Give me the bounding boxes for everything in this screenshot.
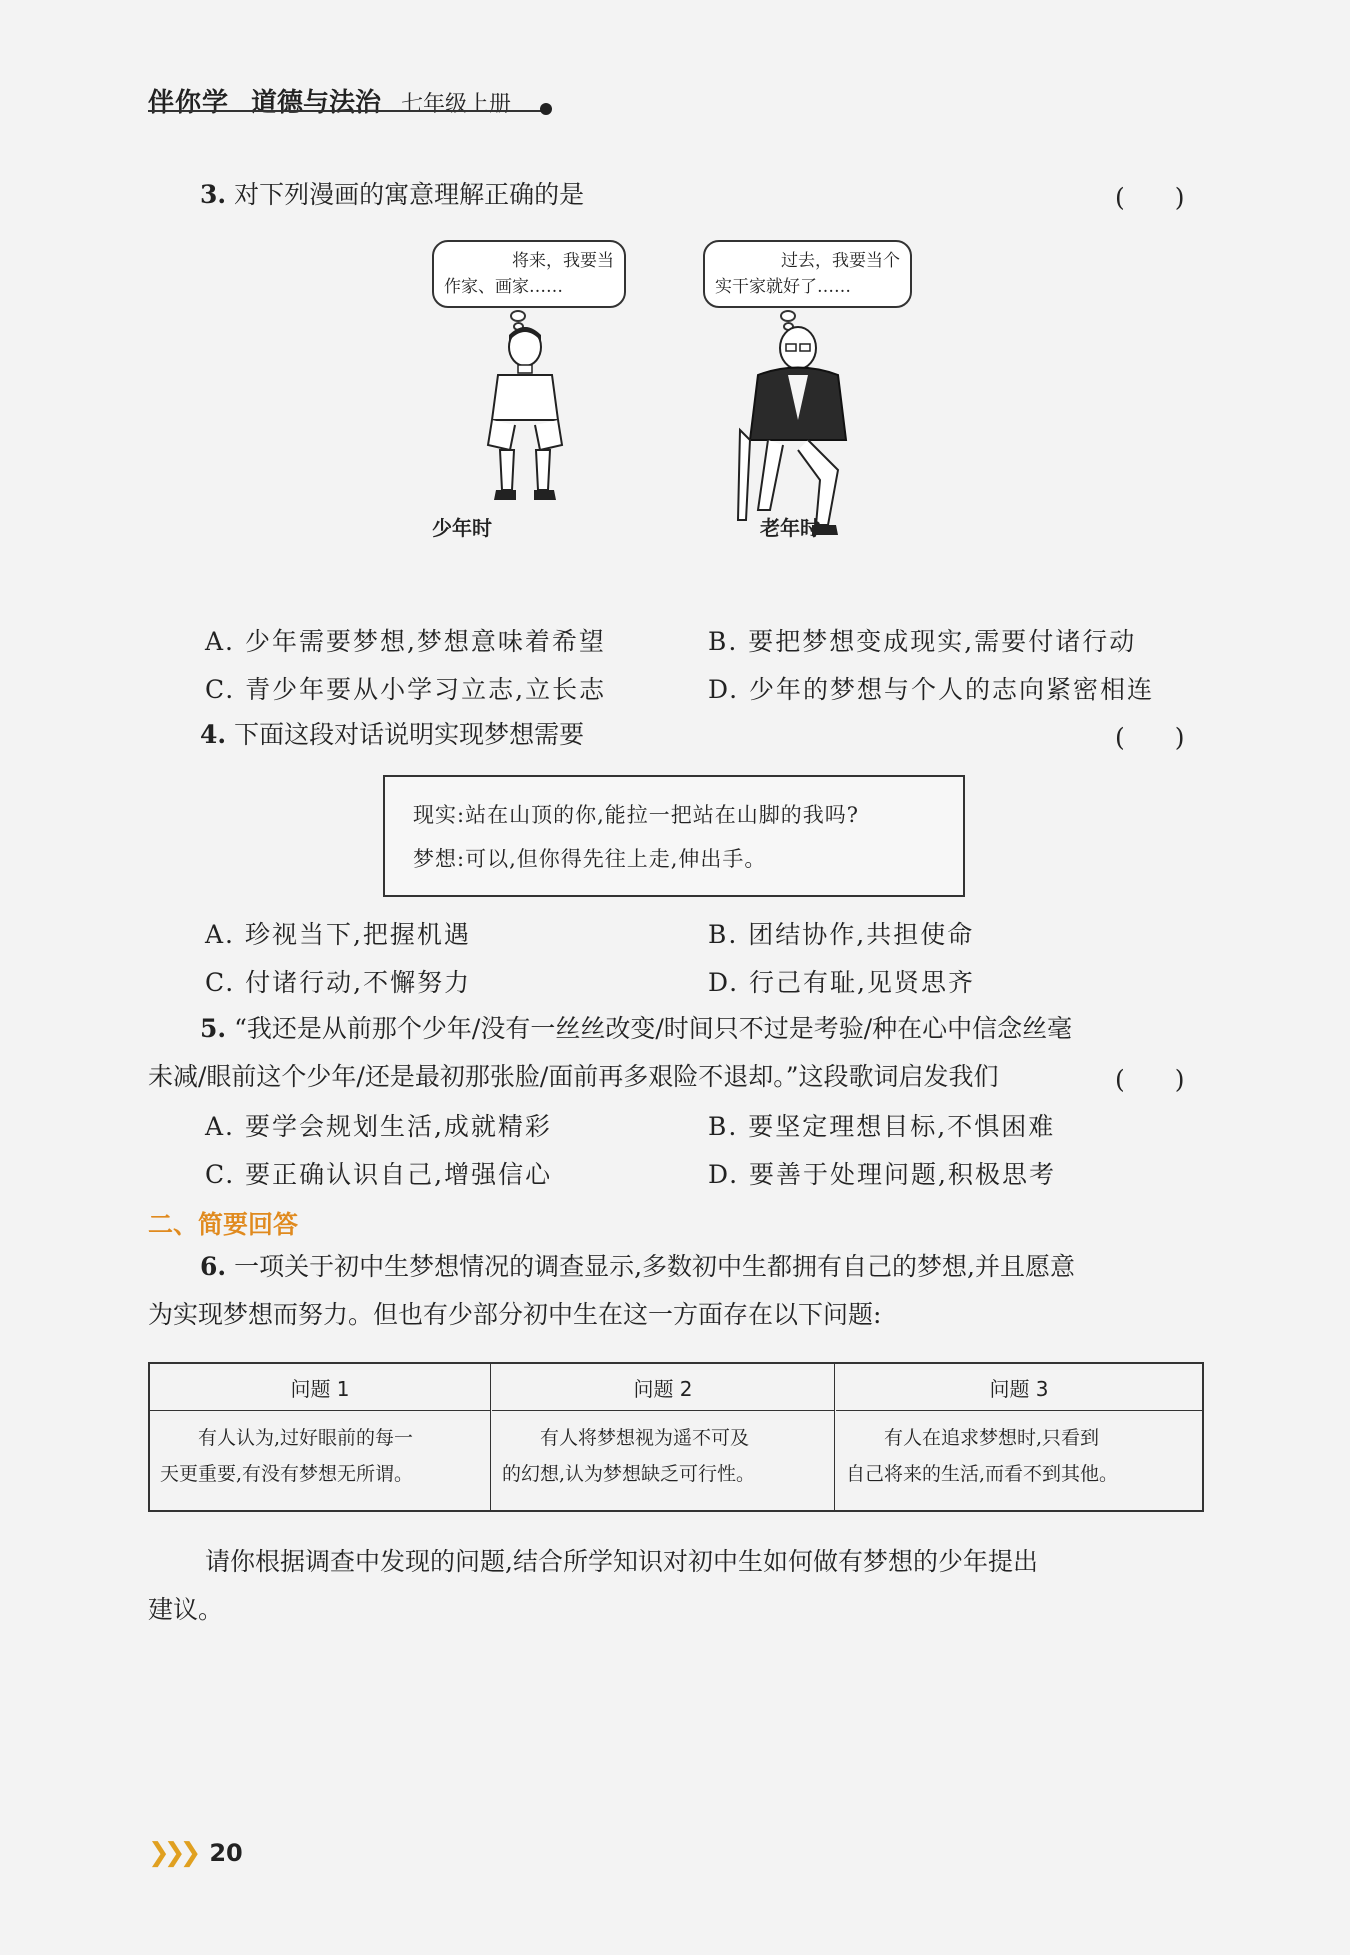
book-subject: 道德与法治 <box>251 88 382 118</box>
problems-table <box>148 1362 1204 1512</box>
option-3d[interactable]: D. 少年的梦想与个人的志向紧密相连 <box>708 675 1155 704</box>
table-divider <box>490 1364 491 1510</box>
table-divider <box>834 1364 835 1510</box>
header-dot-icon <box>540 103 552 115</box>
speech-bubble-youth: 将来，我要当 作家、画家…… <box>432 240 626 308</box>
table-cell-2: 有人将梦想视为遥不可及 的幻想,认为梦想缺乏可行性。 <box>502 1427 756 1485</box>
question-5-stem: 5. “我还是从前那个少年/没有一丝丝改变/时间只不过是考验/种在心中信念丝毫 <box>200 1014 1073 1043</box>
option-4c[interactable]: C. 付诸行动,不懈努力 <box>205 968 472 997</box>
option-4b[interactable]: B. 团结协作,共担使命 <box>708 920 975 949</box>
question-6-ask-cont: 建议。 <box>148 1595 224 1624</box>
option-3a[interactable]: A. 少年需要梦想,梦想意味着希望 <box>205 627 606 656</box>
caption-elder: 老年时 <box>760 516 820 540</box>
section-title: 二、简要回答 <box>148 1210 299 1239</box>
question-5-stem-cont: 未减/眼前这个少年/还是最初那张脸/面前再多艰险不退却。”这段歌词启发我们 <box>148 1062 999 1091</box>
thought-tail <box>510 310 526 322</box>
table-header-3: 问题 3 <box>836 1364 1202 1411</box>
page-footer <box>148 1838 243 1868</box>
book-series: 伴你学 <box>148 88 230 118</box>
option-3b[interactable]: B. 要把梦想变成现实,需要付诸行动 <box>708 627 1137 656</box>
chevrons-icon: ❯❯❯ <box>148 1838 196 1868</box>
answer-bracket-4: ( ) <box>1115 723 1185 752</box>
question-3-stem: 3. 对下列漫画的寓意理解正确的是 <box>200 180 585 209</box>
option-3c[interactable]: C. 青少年要从小学习立志,立长志 <box>205 675 607 704</box>
question-6-ask: 请你根据调查中发现的问题,结合所学知识对初中生如何做有梦想的少年提出 <box>205 1547 1038 1576</box>
youth-figure-icon <box>470 325 580 515</box>
speech-bubble-elder: 过去，我要当个 实干家就好了…… <box>703 240 912 308</box>
page-header <box>148 82 511 119</box>
table-cell-3: 有人在追求梦想时,只看到 自己将来的生活,而看不到其他。 <box>846 1427 1119 1485</box>
option-4a[interactable]: A. 珍视当下,把握机遇 <box>205 920 471 949</box>
option-4d[interactable]: D. 行己有耻,见贤思齐 <box>708 968 975 997</box>
page-number: 20 <box>209 1839 243 1867</box>
answer-bracket-5: ( ) <box>1115 1065 1185 1094</box>
book-grade: 七年级上册 <box>401 92 512 117</box>
dialog-box <box>383 775 965 897</box>
dialog-reality: 现实:站在山顶的你,能拉一把站在山脚的我吗? <box>413 803 860 827</box>
option-5c[interactable]: C. 要正确认识自己,增强信心 <box>205 1160 553 1189</box>
dialog-dream: 梦想:可以,但你得先往上走,伸出手。 <box>413 847 767 871</box>
header-rule <box>148 110 548 112</box>
table-header-2: 问题 2 <box>492 1364 834 1411</box>
question-6-stem-cont: 为实现梦想而努力。但也有少部分初中生在这一方面存在以下问题: <box>148 1300 882 1329</box>
answer-bracket-3: ( ) <box>1115 183 1185 212</box>
caption-youth: 少年时 <box>432 516 492 540</box>
question-6-stem: 6. 一项关于初中生梦想情况的调查显示,多数初中生都拥有自己的梦想,并且愿意 <box>200 1252 1076 1281</box>
table-cell-1: 有人认为,过好眼前的每一 天更重要,有没有梦想无所谓。 <box>160 1427 414 1485</box>
table-header-1: 问题 1 <box>150 1364 490 1411</box>
question-4-stem: 4. 下面这段对话说明实现梦想需要 <box>200 720 585 749</box>
option-5a[interactable]: A. 要学会规划生活,成就精彩 <box>205 1112 552 1141</box>
option-5d[interactable]: D. 要善于处理问题,积极思考 <box>708 1160 1056 1189</box>
option-5b[interactable]: B. 要坚定理想目标,不惧困难 <box>708 1112 1056 1141</box>
